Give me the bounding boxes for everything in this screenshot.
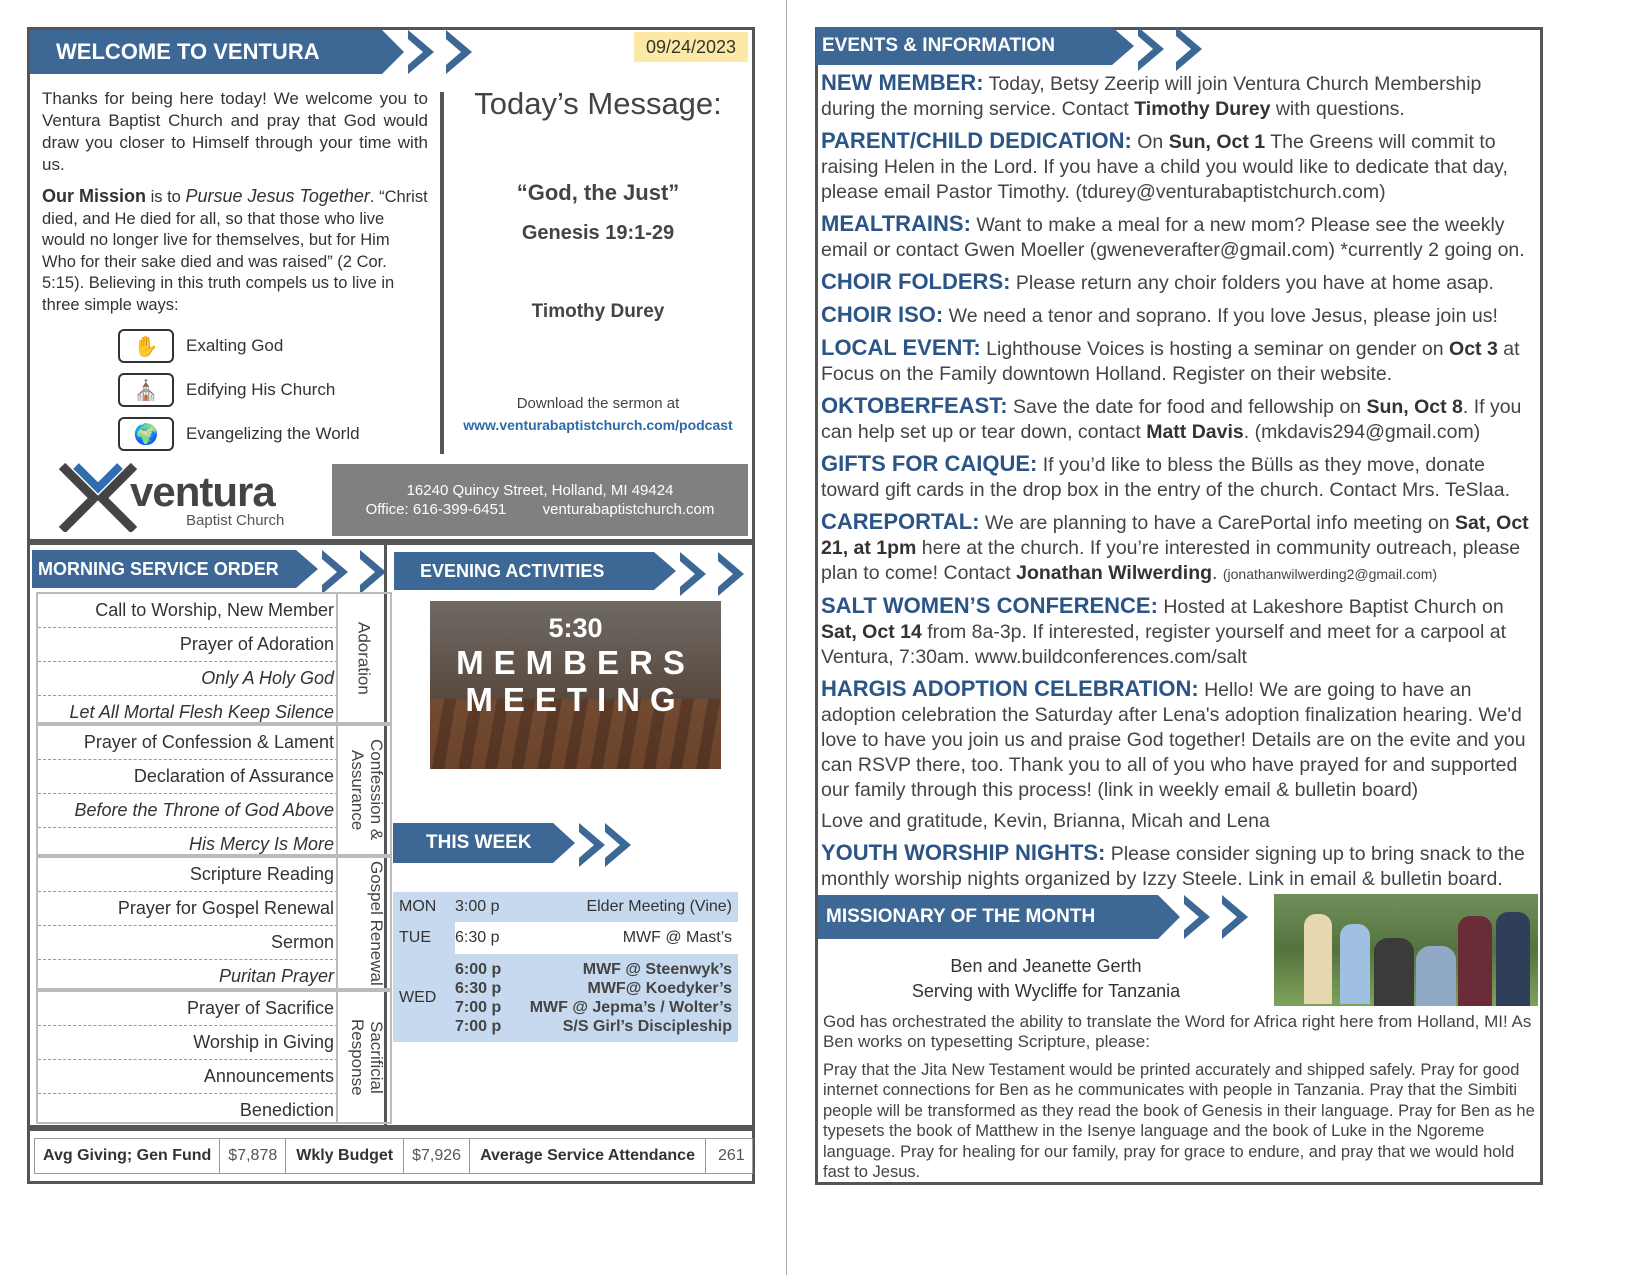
column-divider — [440, 92, 444, 454]
chevron-icon — [322, 550, 356, 588]
week-time: 3:00 p — [455, 898, 500, 915]
event-item — [821, 676, 1539, 803]
event-item — [821, 302, 1539, 329]
event-highlight: Sun, Oct 1 — [1168, 131, 1266, 153]
chevron-icon — [382, 30, 404, 74]
meeting-line1: MEMBERS — [456, 644, 695, 681]
group-label — [336, 726, 390, 854]
download-text: Download the sermon at — [516, 395, 680, 412]
group-rows — [38, 858, 338, 993]
event-highlight: Oct 3 — [1449, 338, 1498, 360]
podcast-link[interactable]: www.venturabaptistchurch.com/podcast — [463, 417, 733, 433]
event-item — [821, 211, 1539, 263]
service-song: Only A Holy God — [38, 662, 338, 696]
message-title: “God, the Just” — [516, 180, 680, 205]
missionary-prayer: Pray that the Jita New Testament would be printed accurately and shipped safely. Pray for good internet connections for Ben as he communicates with people in Tanzania. Pray that the Simbiti people will be transformed as they read the book of Genesis in their language. Pray for Ben as he typesets the book of Matthew in the Isenye language and the book of Luke in the Ngoreme language. Pray for healing for our family, pray for grace to endure, and pray that we would hold fast to Jesus. — [823, 1061, 1535, 1182]
mission-is: is to — [146, 188, 186, 206]
missionary-info — [820, 954, 1272, 1004]
event-text: . (mkdavis294@gmail.com) — [1243, 421, 1481, 443]
service-item: Scripture Reading — [38, 858, 338, 892]
way-item — [118, 368, 360, 412]
event-heading: GIFTS FOR CAIQUE: — [821, 451, 1038, 476]
service-item: Sermon — [38, 926, 338, 960]
event-heading: PARENT/CHILD DEDICATION: — [821, 128, 1132, 153]
chevron-icon — [1222, 895, 1256, 939]
message-speaker: Timothy Durey — [531, 301, 665, 322]
week-event: MWF@ Koedyker’s — [587, 980, 732, 997]
missionary-serving: Serving with Wycliffe for Tanzania — [911, 981, 1181, 1001]
event-text: from 8a-3p. If interested, register yourself and meet for a carpool at Ventura, 7:30am. www.buildconferences.com/salt — [821, 621, 1506, 668]
mission-body: . “Christ died, and He died for all, so that those who live would no longer live for themselves, but for Him Who for their sake died and was raised” (2 Cor. 5:15). Believing in this truth compels us to live in three simple ways: — [42, 188, 428, 314]
week-day: MON — [399, 898, 437, 915]
mission-ways — [118, 324, 360, 456]
week-time: 7:00 p — [455, 999, 502, 1016]
members-meeting-image — [430, 601, 721, 769]
chevron-icon — [1138, 27, 1172, 65]
welcome-intro: Thanks for being here today! We welcome you to Ventura Baptist Church and pray that God would draw you closer to Himself through your time with us. — [42, 89, 428, 174]
week-row-wed — [393, 954, 738, 1042]
event-text: . — [1212, 562, 1223, 584]
event-item — [821, 335, 1539, 387]
evening-banner — [394, 552, 752, 590]
stat-label: Wkly Budget — [286, 1138, 404, 1174]
week-day: TUE — [393, 922, 455, 954]
events-banner — [816, 27, 1210, 65]
events-banner-title: EVENTS & INFORMATION — [816, 27, 1112, 65]
event-heading: CHOIR FOLDERS: — [821, 269, 1011, 294]
way-label: Edifying His Church — [186, 380, 336, 399]
service-banner — [32, 550, 394, 588]
week-event: MWF @ Steenwyk’s — [582, 961, 732, 978]
event-email: (jonathanwilwerding2@gmail.com) — [1222, 566, 1438, 582]
page-divider — [786, 0, 787, 1275]
event-item — [821, 809, 1539, 834]
chevron-icon — [718, 552, 752, 590]
service-banner-title: MORNING SERVICE ORDER — [32, 550, 296, 588]
event-heading: OKTOBERFEAST: — [821, 393, 1008, 418]
service-item: Prayer for Gospel Renewal — [38, 892, 338, 926]
chevron-icon — [408, 30, 442, 74]
logo-word: ventura — [130, 468, 275, 515]
missionary-banner-title: MISSIONARY OF THE MONTH — [818, 895, 1158, 939]
chevron-icon — [296, 550, 318, 588]
chevron-icon — [446, 30, 480, 74]
week-time: 6:30 p — [455, 980, 502, 997]
event-heading: NEW MEMBER: — [821, 70, 984, 95]
office-phone: Office: 616-399-6451 — [365, 501, 507, 518]
event-item — [821, 451, 1539, 503]
event-heading: MEALTRAINS: — [821, 211, 971, 236]
welcome-banner-title: WELCOME TO VENTURA — [30, 30, 382, 74]
welcome-banner — [30, 30, 480, 74]
event-text: at Focus on the Family downtown Holland. Register on their website. — [821, 338, 1520, 385]
event-text: Lighthouse Voices is hosting a seminar on gender on — [980, 338, 1450, 360]
week-row-tue — [393, 922, 738, 954]
message-block — [452, 86, 744, 433]
service-item: Benediction — [239, 1100, 334, 1120]
event-text: We are planning to have a CarePortal info meeting on — [979, 512, 1455, 534]
way-item — [118, 412, 360, 456]
event-text: here at the church. If you’re interested in community outreach, please plan to come! Contact — [821, 537, 1521, 584]
way-label: Exalting God — [186, 336, 284, 355]
evening-banner-title: EVENING ACTIVITIES — [394, 552, 654, 590]
service-item: Worship in Giving — [38, 1026, 338, 1060]
bulletin-date: 09/24/2023 — [634, 32, 748, 62]
group-label-text: Gospel Renewal — [367, 860, 386, 986]
event-highlight: Sun, Oct 8 — [1366, 396, 1463, 418]
event-text: Please return any choir folders you have at home asap. — [1010, 272, 1494, 294]
event-heading: SALT WOMEN’S CONFERENCE: — [821, 593, 1158, 618]
event-highlight: Sat, Oct 21, at 1pm — [821, 512, 1529, 559]
meeting-line2: MEETING — [465, 681, 686, 718]
stats-row — [34, 1138, 753, 1174]
stat-label: Average Service Attendance — [470, 1138, 706, 1174]
chevron-icon — [1112, 27, 1134, 65]
group-rows — [38, 726, 338, 861]
globe-icon: 🌍 — [118, 417, 174, 451]
missionary-photo — [1274, 894, 1538, 1006]
event-item — [821, 128, 1539, 205]
meeting-time: 5:30 — [548, 613, 603, 643]
week-day: WED — [399, 989, 437, 1006]
event-text: On — [1131, 131, 1169, 153]
chevron-icon — [579, 823, 601, 863]
week-time: 6:00 p — [455, 961, 502, 978]
event-text: If you’d like to bless the Bülls as they move, donate toward gift cards in the drop box in the entry of the church. Contact Mrs. TeSlaa. — [821, 454, 1510, 501]
mission-lead: Our Mission — [42, 186, 147, 206]
event-text: We need a tenor and soprano. If you love Jesus, please join us! — [943, 305, 1498, 327]
chevron-icon — [605, 823, 627, 863]
event-text: Love and gratitude, Kevin, Brianna, Micah and Lena — [821, 810, 1270, 832]
event-text: Hosted at Lakeshore Baptist Church on — [1157, 596, 1504, 618]
logo-sub: Baptist Church — [186, 512, 285, 529]
week-event: MWF @ Jepma’s / Wolter’s — [529, 999, 732, 1016]
week-event: MWF @ Mast’s — [622, 929, 732, 946]
event-highlight: Matt Davis — [1146, 421, 1244, 443]
thisweek-banner — [393, 823, 627, 863]
week-event: S/S Girl’s Discipleship — [562, 1018, 732, 1035]
hands-raised-icon: ✋ — [118, 329, 174, 363]
group-label-text: Confession & Assurance — [348, 739, 386, 841]
stat-value: $7,926 — [404, 1138, 470, 1174]
event-text: The Greens will commit to raising Helen in the Lord. If you have a child you would like to dedicate that day, please email Pastor Timothy. (tdurey@venturabaptistchurch.com) — [821, 131, 1508, 203]
missionary-banner — [818, 895, 1256, 939]
week-event: Elder Meeting (Vine) — [586, 898, 732, 915]
chevron-icon — [360, 550, 394, 588]
week-time: 7:00 p — [455, 1018, 502, 1035]
street-address: 16240 Quincy Street, Holland, MI 49424 — [406, 482, 674, 499]
service-item: Declaration of Assurance — [38, 760, 338, 794]
service-song: His Mercy Is More — [188, 834, 334, 854]
event-heading: CAREPORTAL: — [821, 509, 980, 534]
service-item: Prayer of Confession & Lament — [38, 726, 338, 760]
way-label: Evangelizing the World — [186, 424, 360, 443]
mission-italic: Pursue Jesus Together — [185, 186, 370, 206]
stat-label: Avg Giving; Gen Fund — [34, 1138, 220, 1174]
chevron-icon — [1176, 27, 1210, 65]
group-label-text: Adoration — [354, 621, 374, 695]
event-item — [821, 70, 1539, 122]
ventura-x-icon — [58, 462, 138, 532]
group-label — [336, 594, 390, 722]
service-item: Prayer of Sacrifice — [38, 992, 338, 1026]
message-passage: Genesis 19:1-29 — [521, 222, 675, 244]
group-label — [336, 992, 390, 1122]
event-text: with questions. — [1270, 98, 1405, 120]
group-label-text: Sacrificial Response — [348, 1018, 386, 1096]
service-group-gospel — [36, 856, 392, 990]
thisweek-banner-title: THIS WEEK — [393, 823, 553, 863]
message-heading: Today’s Message: — [474, 86, 722, 121]
event-heading: CHOIR ISO: — [821, 302, 944, 327]
events-list — [821, 70, 1539, 898]
event-item — [821, 393, 1539, 445]
event-highlight: Timothy Durey — [1134, 98, 1271, 120]
chevron-icon — [1158, 895, 1180, 939]
missionary-intro: God has orchestrated the ability to translate the Word for Africa right here from Holland, MI! As Ben works on typesetting Scripture, please: — [823, 1012, 1532, 1051]
week-row-mon — [393, 892, 738, 922]
chevron-icon — [654, 552, 676, 590]
event-highlight: Sat, Oct 14 — [821, 621, 922, 643]
service-group-adoration — [36, 592, 392, 724]
thisweek-table — [393, 892, 738, 1042]
event-text: Want to make a meal for a new mom? Please see the weekly email or contact Gwen Moeller (gweneverafter@gmail.com) *currently 2 going on. — [821, 214, 1525, 261]
way-item — [118, 324, 360, 368]
service-group-sacrificial — [36, 990, 392, 1124]
event-heading: HARGIS ADOPTION CELEBRATION: — [821, 676, 1199, 701]
service-item: Announcements — [38, 1060, 338, 1094]
event-item — [821, 269, 1539, 296]
service-song: Let All Mortal Flesh Keep Silence — [69, 702, 334, 722]
stat-value: $7,878 — [220, 1138, 286, 1174]
event-text: Please consider signing up to bring snack to the monthly worship nights organized by Izzy Steele. Link in email & bulletin board. — [821, 843, 1525, 890]
group-label — [336, 858, 390, 988]
service-song: Puritan Prayer — [218, 966, 334, 986]
service-song: Before the Throne of God Above — [38, 794, 338, 828]
mission-statement — [42, 186, 428, 316]
event-item — [821, 509, 1539, 587]
stat-value: 261 — [706, 1138, 753, 1174]
week-time: 6:30 p — [455, 929, 500, 946]
chevron-icon — [1184, 895, 1218, 939]
event-item — [821, 840, 1539, 892]
event-text: Save the date for food and fellowship on — [1007, 396, 1367, 418]
event-text: Hello! We are going to have an adoption celebration the Saturday after Lena's adoption finalization hearing. We'd love to have you join us and praise God together! Details are on the evite and you can RSVP there, too. Thank you to all of you who have prayed for and supported our family through this process! (link in weekly email & bulletin board) — [821, 679, 1526, 801]
service-item: Prayer of Adoration — [38, 628, 338, 662]
church-icon: ⛪ — [118, 373, 174, 407]
event-highlight: Jonathan Wilwerding — [1016, 562, 1213, 584]
church-logo — [58, 462, 318, 532]
chevron-icon — [680, 552, 714, 590]
service-group-confession — [36, 724, 392, 856]
event-heading: LOCAL EVENT: — [821, 335, 981, 360]
group-rows — [38, 992, 338, 1127]
address-box — [332, 464, 748, 536]
event-heading: YOUTH WORSHIP NIGHTS: — [821, 840, 1106, 865]
chevron-icon — [553, 823, 575, 863]
event-item — [821, 593, 1539, 670]
website[interactable]: venturabaptistchurch.com — [542, 501, 715, 518]
missionary-names: Ben and Jeanette Gerth — [950, 956, 1142, 976]
group-rows — [38, 594, 338, 729]
service-item: Call to Worship, New Member — [38, 594, 338, 628]
event-text: Today, Betsy Zeerip will join Ventura Church Membership during the morning service. Contact — [821, 73, 1482, 120]
event-text: . If you can help set up or tear down, contact — [821, 396, 1522, 443]
